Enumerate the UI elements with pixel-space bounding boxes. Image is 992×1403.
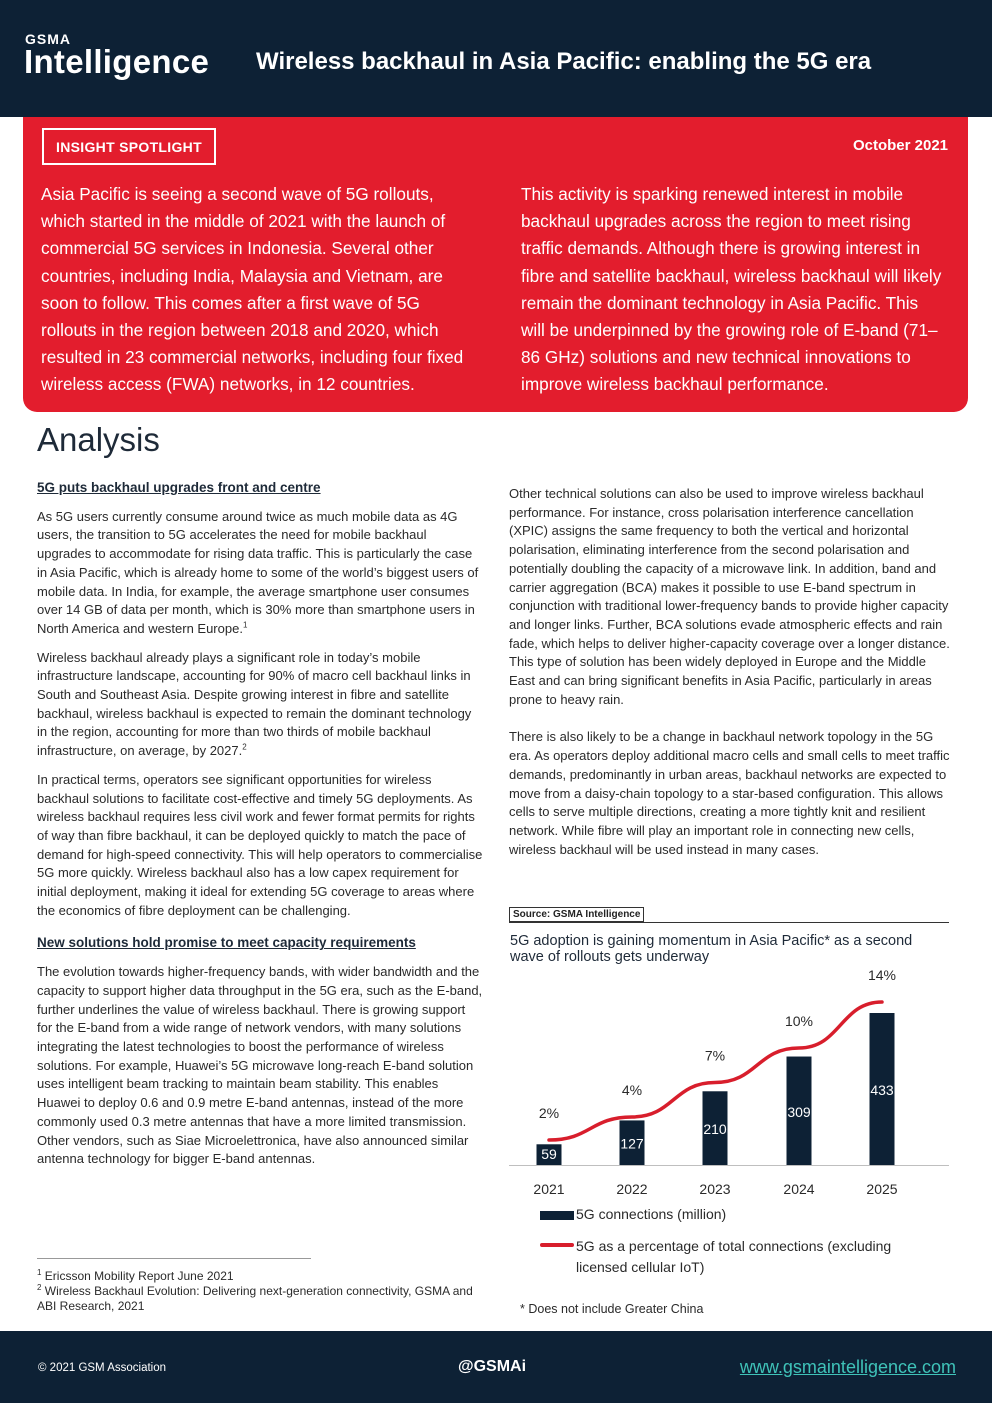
bar-value-label: 59 — [541, 1146, 557, 1162]
paragraph: Wireless backhaul already plays a significant role in today’s mobile infrastructure landscape, accounting for 90% of macro cell backhaul links in South and Southeast Asia. Despite growing interest in fibre and satellite backhaul, wireless backhaul is expected to remain the dominant technology in the region, accounting for more than two thirds of mobile backhaul infrastructure, on average, by 2027.$^2$ — [37, 649, 472, 759]
footnote-divider — [37, 1258, 311, 1259]
legend-item-percentage: 5G as a percentage of total connections (excluding licensed cellular IoT) — [540, 1236, 936, 1278]
gsma-logo-text: GSMA — [25, 31, 71, 47]
paragraph: Other technical solutions can also be used to improve wireless backhaul performance. For instance, cross polarisation interference cancellation (XPIC) assigns the same frequency to both the vertical and horizontal polarisation, eliminating interference from the second polarisation and potentially doubling the capacity of a microwave link. In addition, band and carrier aggregation (BCA) makes it possible to use E-band spectrum in conjunction with traditional lower-frequency bands to provide higher capacity and longer links. Further, BCA solutions evade atmospheric effects and rain fade, which helps to deliver higher-capacity coverage over a longer distance. This type of solution has been widely deployed in Europe and the Middle East and can bring significant benefits in Asia Pacific, particularly in areas prone to heavy rain. — [509, 486, 950, 707]
social-handle[interactable]: @GSMAi — [458, 1358, 527, 1375]
chart-legend — [540, 1206, 936, 1278]
footnote-ref[interactable]: 1 — [242, 620, 248, 630]
bar-value-label: 309 — [787, 1103, 811, 1120]
x-tick-label: 2023 — [699, 1181, 731, 1197]
bar-value-label: 433 — [870, 1082, 894, 1098]
chart-source-divider — [509, 922, 949, 923]
footnotes — [37, 1269, 477, 1314]
insight-spotlight-panel — [23, 117, 968, 412]
section-heading-new-solutions: New solutions hold promise to meet capacity requirements — [37, 935, 416, 951]
right-column — [509, 485, 951, 869]
section-heading-backhaul-upgrades: 5G puts backhaul upgrades front and centre — [37, 480, 321, 495]
chart-source: Source: GSMA Intelligence — [509, 907, 644, 922]
legend-bar-swatch — [540, 1211, 574, 1220]
insight-spotlight-badge: INSIGHT SPOTLIGHT — [42, 128, 216, 165]
percentage-label: 2% — [538, 1105, 560, 1121]
footnote-ref[interactable]: 2 — [242, 742, 247, 752]
legend-item-connections: 5G connections (million) — [540, 1206, 936, 1222]
chart-title: 5G adoption is gaining momentum in Asia Pacific* as a second wave of rollouts gets underway — [510, 933, 913, 965]
intro-right-text: This activity is sparking renewed interest in mobile backhaul upgrades across the region to meet rising traffic demands. Although there is growing interest in fibre and satellite backhaul, wireless backhaul will likely remain the dominant technology in Asia Pacific. This will be underpinned by the growing role of E-band (71–86 GHz) solutions and new technical innovations to improve wireless backhaul performance. — [521, 184, 942, 395]
footnote-item: $^2$ Wireless Backhaul Evolution: Delivering next-generation connectivity, GSMA and ABI Research, 2021 — [37, 1283, 473, 1313]
paragraph: There is also likely to be a change in backhaul network topology in the 5G era. As operators deploy additional macro cells and small cells to meet traffic demands, predominantly in urban areas, backhaul networks are expected to move from a daisy-chain topology to a star-based configuration. This allows cells to serve multiple directions, creating a more tightly knit and resilient network. While fibre will play an important role in connecting new cells, wireless backhaul will be used instead in many cases. — [509, 729, 950, 857]
intro-left-text: Asia Pacific is seeing a second wave of 5G rollouts, which started in the middle of 2021 with the launch of commercial 5G services in Indonesia. Several other countries, including India, Malaysia and Vietnam, are soon to follow. This comes after a first wave of 5G rollouts in the region between 2018 and 2020, which resulted in 23 commercial networks, including four fixed wireless access (FWA) networks, in 12 countries. — [41, 184, 464, 395]
x-tick-label: 2021 — [533, 1181, 565, 1197]
footnote-item: $^1$ Ericsson Mobility Report June 2021 — [37, 1268, 234, 1283]
publication-date: October 2021 — [852, 137, 948, 154]
website-link[interactable]: www.gsmaintelligence.com — [739, 1357, 956, 1377]
percentage-label: 4% — [621, 1082, 643, 1098]
x-tick-label: 2022 — [616, 1181, 648, 1197]
percentage-label: 14% — [867, 970, 897, 983]
paragraph: In practical terms, operators see significant opportunities for wireless backhaul solutions to facilitate cost-effective and timely 5G deployments. As wireless backhaul requires less civil work and fewer format permits for rights of way than fibre backhaul, it can be deployed quickly to match the pace of demand for high-speed connectivity. This will help operators to commercialise 5G more quickly. Wireless backhaul also has a low capex requirement for initial deployment, making it ideal for extending 5G coverage to areas where the economics of fibre deployment can be challenging. — [37, 771, 483, 918]
paragraph: As 5G users currently consume around twice as much mobile data as 4G users, the transition to 5G accelerates the need for mobile backhaul upgrades to accommodate for rising data traffic. This is particularly the case in Asia Pacific, which is already home to some of the world’s biggest users of mobile data. In India, for example, the average smartphone user consumes over 14 GB of data per month, which is 30% more than smartphone users in North America and western Europe.$^1$ — [37, 508, 479, 636]
bar-value-label: 127 — [620, 1135, 644, 1152]
legend-line-swatch — [540, 1243, 574, 1247]
percentage-label: 10% — [784, 1013, 814, 1029]
bar-value-label: 210 — [703, 1121, 727, 1138]
paragraph: The evolution towards higher-frequency bands, with wider bandwidth and the capacity to support higher data throughput in the 5G era, such as the E-band, further underlines the value of wireless backhaul. There is growing support for the E-band from a wide range of network vendors, with many solutions integrating the latest technologies to boost the performance of wireless solutions. For example, Huawei’s 5G microwave long-reach E-band solution uses intelligent beam tracking to maintain beam stability. This enables Huawei to deploy 0.6 and 0.9 metre E-band antennas, instead of the more commonly used 0.3 metre antennas that have a more limited transmission. Other vendors, such as Siae Microelettronica, have also announced similar antenna technology for bigger E-band antennas. — [37, 964, 483, 1167]
chart-footnote: * Does not include Greater China — [520, 1302, 704, 1316]
x-tick-label: 2024 — [783, 1181, 815, 1197]
x-tick-label: 2025 — [866, 1181, 898, 1197]
brand-logo: Intelligence — [24, 43, 210, 80]
copyright-text: © 2021 GSM Association — [38, 1362, 167, 1374]
analysis-heading: Analysis — [37, 421, 160, 458]
percentage-label: 7% — [704, 1047, 726, 1064]
header-bar — [0, 0, 992, 117]
document-title: Wireless backhaul in Asia Pacific: enabling the 5G era — [256, 48, 872, 75]
left-column — [37, 479, 483, 1179]
footer-bar — [0, 1331, 992, 1403]
5g-adoption-chart — [509, 970, 949, 1202]
